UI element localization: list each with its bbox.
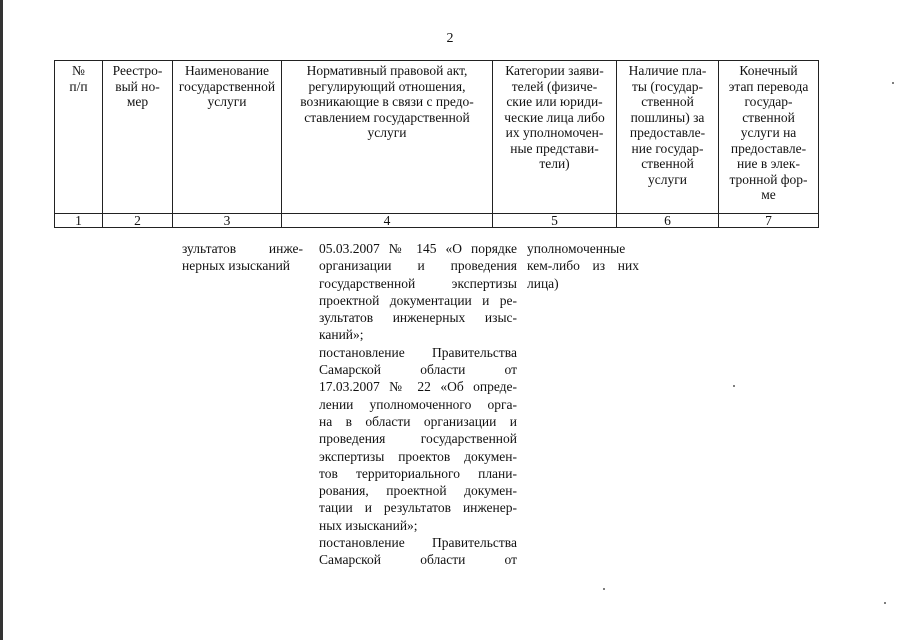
text-line: тов территориального плани- [319,465,517,481]
header-line: Наличие пла- [628,63,707,78]
header-line: ские или юриди- [506,94,603,109]
text-line: тации и результатов инженер- [319,500,517,516]
column-number: 6 [617,214,719,228]
scan-speck [884,602,886,604]
header-line: ние государ- [631,140,704,156]
scan-left-edge [0,0,3,640]
text-line: проектной документации и ре- [319,292,517,308]
header-line: Конечный [739,63,798,78]
header-line: услуги на [740,125,797,140]
text-line: государственной экспертизы [319,275,517,291]
text-line: уполномоченные [527,241,626,256]
header-line: ческие лица либо [504,109,605,125]
column-number: 2 [103,214,173,228]
header-line: п/п [69,78,88,94]
text-line: постановление Правительства [319,344,517,360]
header-line: государственной [178,78,276,94]
header-line: Категории заяви- [505,63,604,78]
text-line: 05.03.2007 № 145 «О порядке [319,241,517,256]
text-line: Самарской области от [319,362,517,378]
header-line: ные представи- [510,140,599,156]
text-line: организации и проведения [319,258,517,274]
text-line: 17.03.2007 № 22 «Об опреде- [319,379,517,395]
text-line: кем-либо из них [527,258,639,274]
header-line: государ- [744,94,793,109]
header-line: услуги [207,94,247,109]
header-line: Реестро- [112,63,163,78]
header-line: предоставле- [730,140,807,156]
header-line: ние в элек- [737,156,800,171]
header-line: вый но- [115,78,160,94]
header-line: телей (физиче- [511,78,598,94]
header-cell-1 [55,61,103,214]
page-number: 2 [446,31,454,46]
text-line: экспертизы проектов докумен- [319,448,517,464]
column-number: 3 [173,214,282,228]
header-cell-6 [617,61,719,214]
header-line: ственной [641,156,694,171]
scan-speck [603,588,605,590]
text-line: постановление Правительства [319,535,517,551]
text-line: рования, проектной докумен- [319,483,517,499]
header-line: ственной [742,109,795,125]
text-line: проведения государственной [319,431,517,447]
header-line: ставлением государственной [304,109,470,125]
header-line: Нормативный правовой акт, [306,63,468,78]
header-line: пошлины) за [630,109,705,125]
text-line: Самарской области от [319,552,517,568]
header-table [54,60,819,228]
service-name-continuation [182,240,303,275]
scan-speck [892,82,894,84]
header-line: Наименование [184,63,270,78]
header-cell-2 [103,61,173,214]
text-line: нерных изысканий [182,258,291,274]
header-line: № [72,63,85,78]
text-line: лица) [527,275,559,291]
header-line: ты (государ- [632,78,703,94]
text-line: каний»; [319,327,364,343]
header-cell-3 [173,61,282,214]
column-number: 1 [55,214,103,228]
header-line: ственной [641,94,694,109]
header-line: возникающие в связи с предо- [300,94,474,109]
scan-speck [733,385,735,387]
header-line: этап перевода [728,78,809,94]
column-number-row [55,214,819,228]
text-line: лении уполномоченного орга- [319,396,517,412]
header-line: мер [126,94,149,109]
legal-act-continuation [319,240,517,569]
column-number: 5 [493,214,617,228]
text-line: зультатов инженерных изыс- [319,310,517,326]
text-line: на в области организации и [319,413,517,429]
text-line: ных изысканий»; [319,517,418,533]
header-line: тели) [539,156,570,171]
column-number: 4 [282,214,493,228]
header-row [55,61,819,214]
header-line: ме [761,187,776,202]
header-cell-7 [719,61,819,214]
header-line: предоставле- [629,125,706,140]
header-cell-4 [282,61,493,214]
applicant-category-continuation [527,240,639,292]
column-number: 7 [719,214,819,228]
header-line: регулирующий отношения, [308,78,466,94]
header-line: их уполномочен- [505,125,604,140]
header-line: тронной фор- [729,171,808,187]
header-cell-5 [493,61,617,214]
header-line: услуги [367,125,407,140]
header-line: услуги [648,171,687,187]
text-line: зультатов инже- [182,241,303,256]
